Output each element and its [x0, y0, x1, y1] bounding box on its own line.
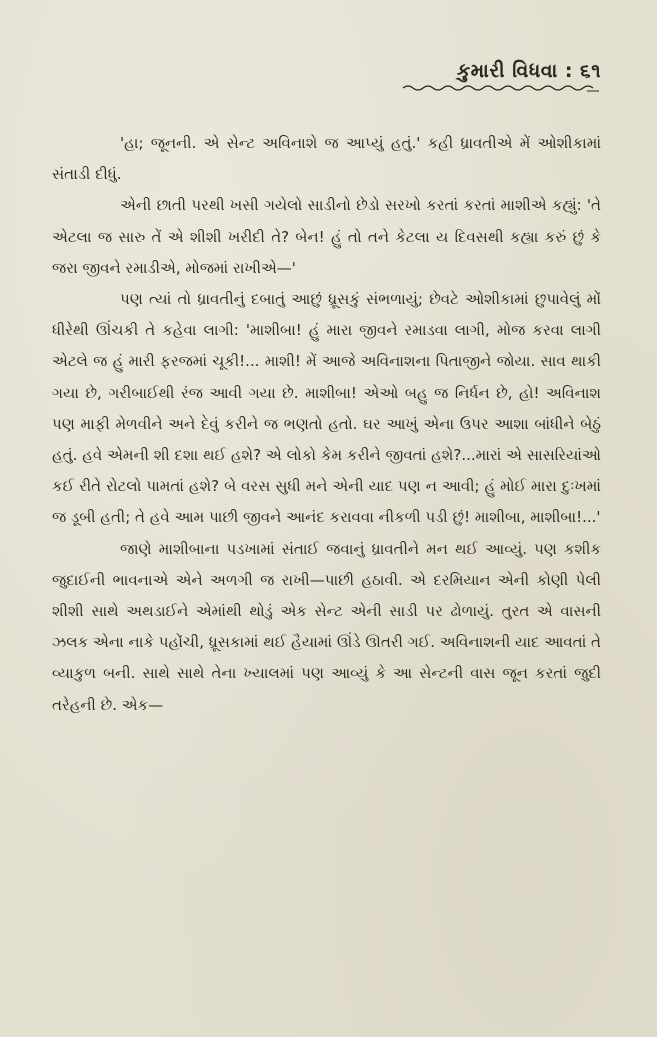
- decorative-underline: [401, 84, 601, 94]
- chapter-title-and-page-number: કુમારી વિધવા : ૬૧: [456, 60, 601, 82]
- paragraph: પણ ત્યાં તો ધ્રાવતીનું દબાતું આછું ધ્રૂસકું સંભળાયું; છેવટે ઓશીકામાં છુપાવેલું મોં ધીરેથી ઊંચકી તે કહેવા લાગી: 'માશીબા! હું મારા જીવને રમાડવા લાગી, મોજ કરવા લાગી એટલે જ હું મારી ફરજમાં ચૂકી!... માશી! મેં આજે અવિનાશના પિતાજીને જોયા. સાવ થાકી ગયા છે, ગરીબાઈથી રંજ આવી ગયા છે. માશીબા! એઓ બહુ જ નિર્ધન છે, હો! અવિનાશ પણ માફી મેળવીને અને દેવું કરીને જ ભણતો હતો. ઘર આખું એના ઉપર આશા બાંધીને બેઠું હતું. હવે એમની શી દશા થઈ હશે? એ લોકો કેમ કરીને જીવતાં હશે?...મારાં એ સાસરિયાંઓ કઈ રીતે રોટલો પામતાં હશે? બે વરસ સુધી મને એની યાદ પણ ન આવી; હું મોઈ મારા દુઃખમાં જ ડૂબી હતી; તે હવે આમ પાછી જીવને આનંદ કરાવવા નીકળી પડી છું! માશીબા, માશીબા!...': [52, 290, 601, 527]
- body-text: [52, 128, 601, 721]
- running-head: [401, 60, 601, 94]
- paragraph: જાણે માશીબાના પડખામાં સંતાઈ જવાનું ધ્રાવતીને મન થઈ આવ્યું. પણ કશીક જુદાઈની ભાવનાએ એને અળગી જ રાખી—પાછી હઠાવી. એ દરમિયાન એની કોણી પેલી શીશી સાથે અથડાઈને એમાંથી થોડું એક સેન્ટ એની સાડી પર ઢોળાયું. તુરત એ વાસની ઝલક એના નાકે પહોંચી, ધ્રૂસકામાં થઈ હૈયામાં ઊંડે ઊતરી ગઈ. અવિનાશની યાદ આવતાં તે વ્યાકુળ બની. સાથે સાથે તેના ખ્યાલમાં પણ આવ્યું કે આ સેન્ટની વાસ જૂન કરતાં જુદી તરેહની છે. એક—: [52, 539, 601, 714]
- paragraph: એની છાતી પરથી ખસી ગયેલો સાડીનો છેડો સરખો કરતાં કરતાં માશીએ કહ્યું: 'તે એટલા જ સારુ તેં એ શીશી ખરીદી તે? બેન! હું તો તને કેટલા ય દિવસથી કહ્યા કરું છું કે જરા જીવને રમાડીએ, મોજમાં રાખીએ—': [52, 196, 601, 277]
- paragraph: 'હા; જૂનની. એ સેન્ટ અવિનાશે જ આપ્યું હતું.' કહી ધ્રાવતીએ મેં ઓશીકામાં સંતાડી દીધું.: [52, 134, 601, 184]
